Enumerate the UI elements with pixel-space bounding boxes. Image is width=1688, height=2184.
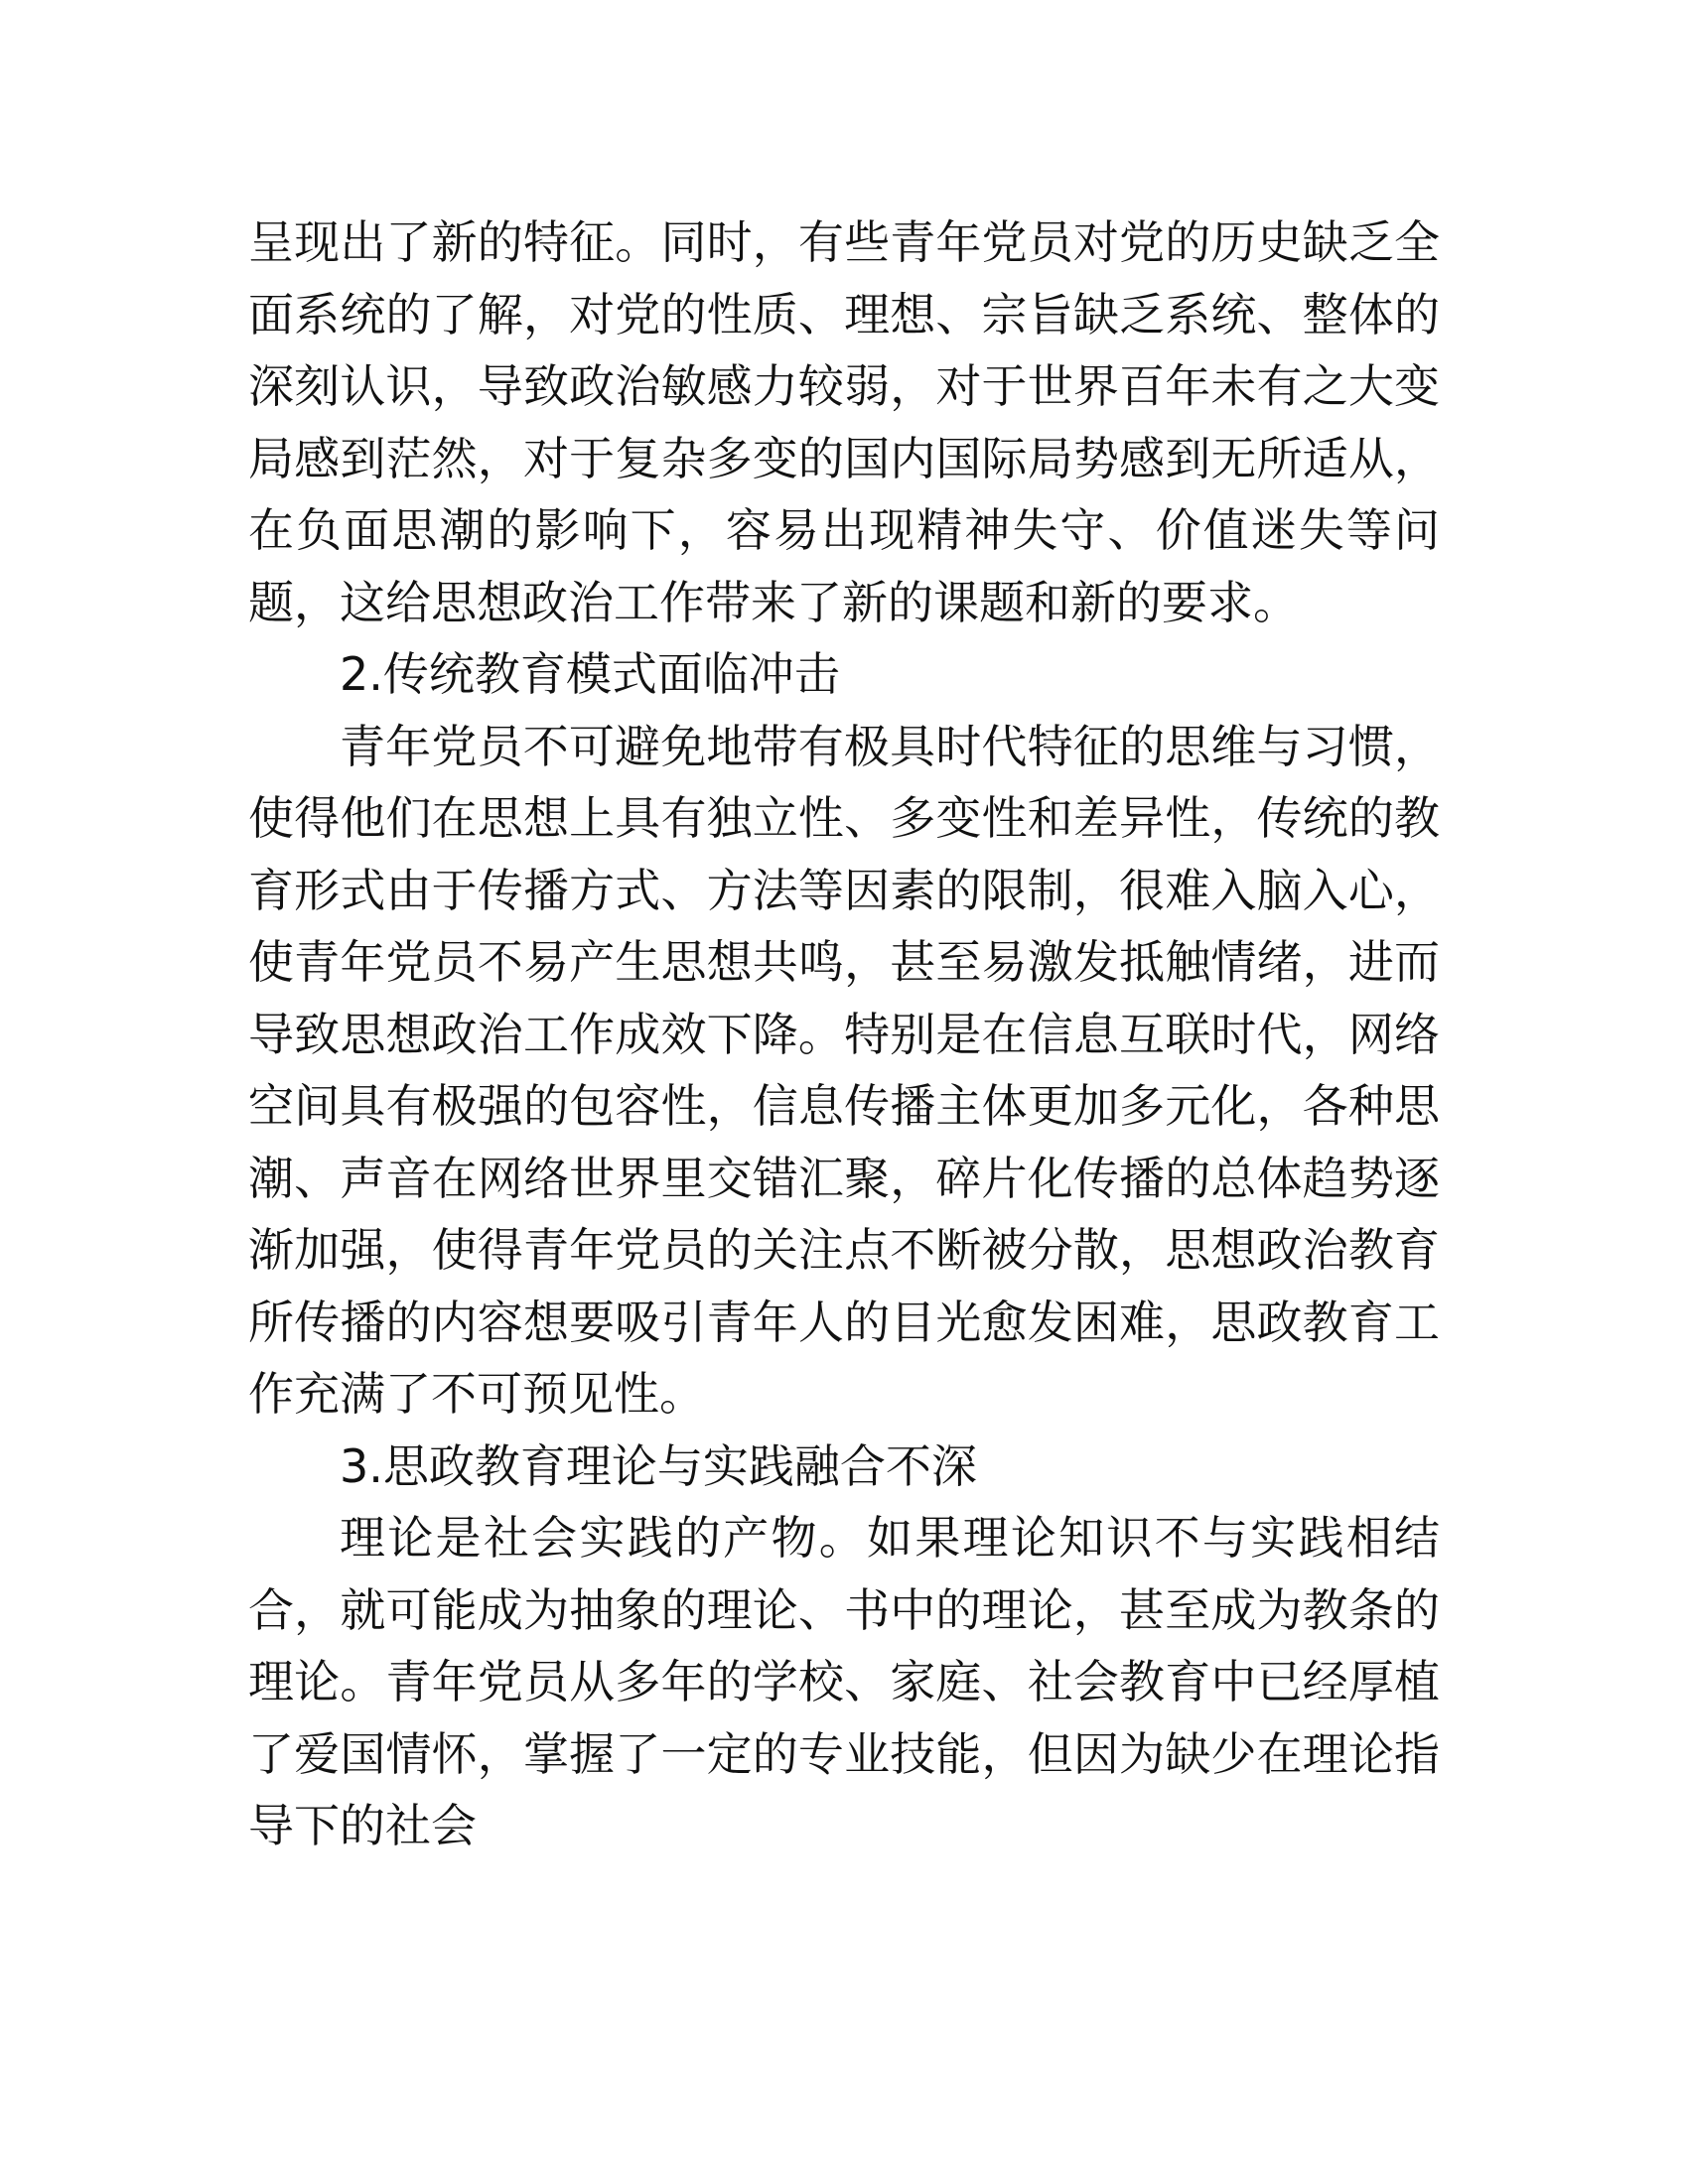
document-body bbox=[248, 206, 1440, 1862]
body-paragraph: 呈现出了新的特征。同时，有些青年党员对党的历史缺乏全面系统的了解，对党的性质、理想、宗旨缺乏系统、整体的深刻认识，导致政治敏感力较弱，对于世界百年未有之大变局感到茫然，对于复杂多变的国内国际局势感到无所适从，在负面思潮的影响下，容易出现精神失守、价值迷失等问题，这给思想政治工作带来了新的课题和新的要求。 bbox=[248, 215, 1440, 629]
section-heading: 2.传统教育模式面临冲击 bbox=[340, 647, 840, 701]
body-paragraph: 理论是社会实践的产物。如果理论知识不与实践相结合，就可能成为抽象的理论、书中的理论，甚至成为教条的理论。青年党员从多年的学校、家庭、社会教育中已经厚植了爱国情怀，掌握了一定的专业技能，但因为缺少在理论指导下的社会 bbox=[248, 1511, 1440, 1852]
section-heading: 3.思政教育理论与实践融合不深 bbox=[340, 1438, 977, 1493]
body-paragraph: 青年党员不可避免地带有极具时代特征的思维与习惯，使得他们在思想上具有独立性、多变性和差异性，传统的教育形式由于传播方式、方法等因素的限制，很难入脑入心，使青年党员不易产生思想共鸣，甚至易激发抵触情绪，进而导致思想政治工作成效下降。特别是在信息互联时代，网络空间具有极强的包容性，信息传播主体更加多元化，各种思潮、声音在网络世界里交错汇聚，碎片化传播的总体趋势逐渐加强，使得青年党员的关注点不断被分散，思想政治教育所传播的内容想要吸引青年人的目光愈发困难，思政教育工作充满了不可预见性。 bbox=[248, 719, 1440, 1421]
